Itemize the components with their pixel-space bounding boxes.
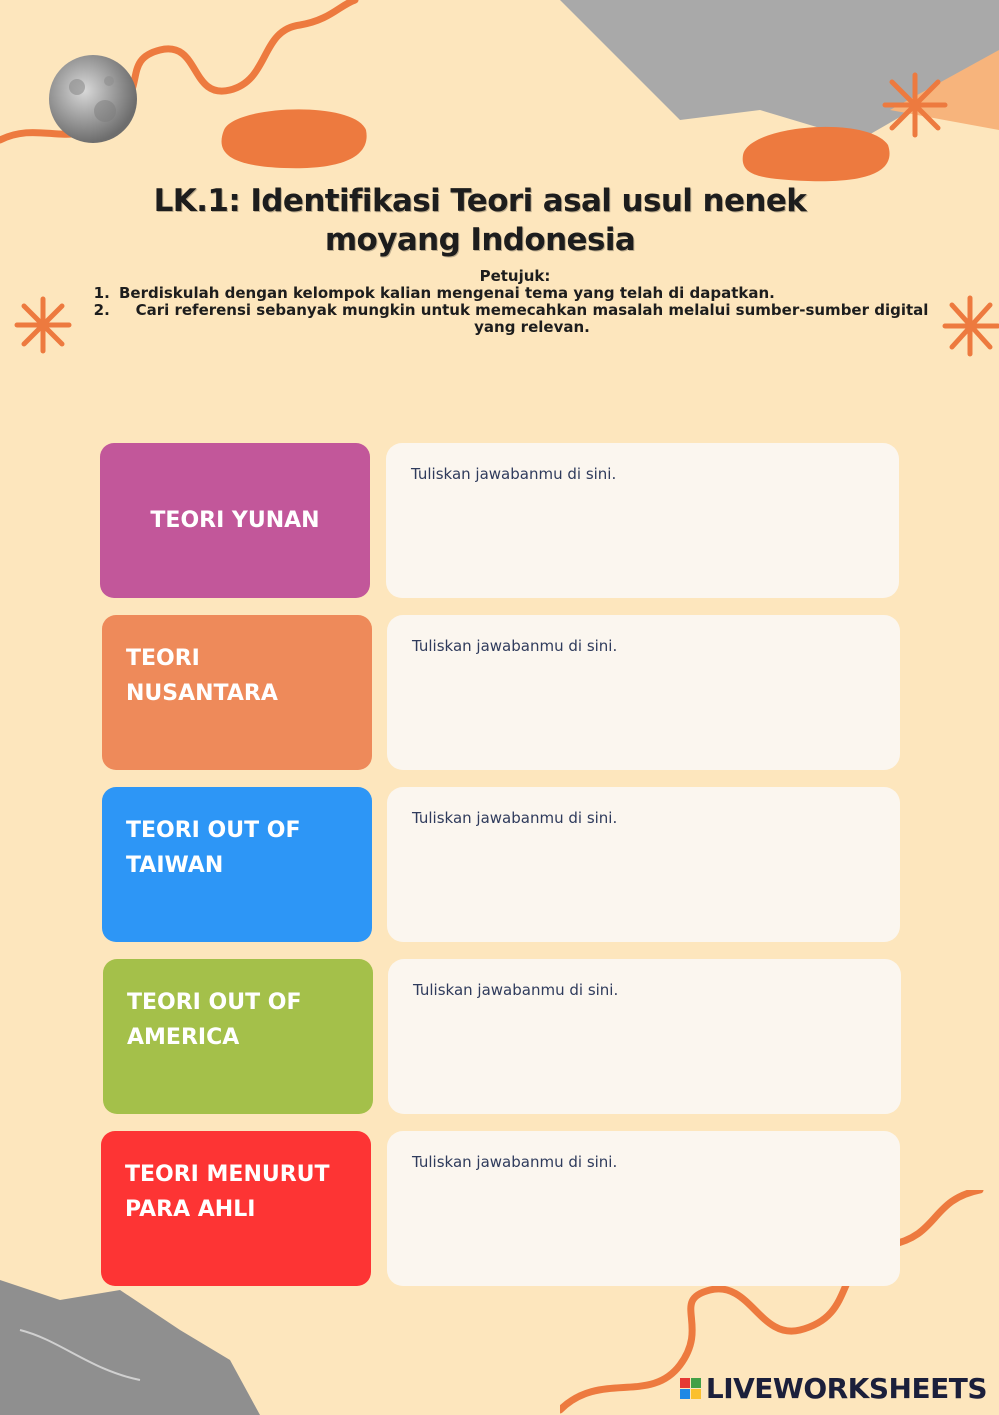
theory-label: TEORI MENURUT PARA AHLI — [125, 1162, 330, 1222]
star-sparkle-icon — [880, 70, 950, 140]
answer-box-yunan[interactable] — [386, 443, 899, 598]
instructions-list — [85, 285, 945, 336]
theory-label: TEORI OUT OF TAIWAN — [126, 818, 301, 878]
instruction-item: 1. Berdiskulah dengan kelompok kalian mengenai tema yang telah di dapatkan. — [115, 285, 945, 302]
theory-card-para-ahli — [101, 1131, 371, 1286]
answer-placeholder: Tuliskan jawabanmu di sini. — [412, 1153, 618, 1171]
theory-card-nusantara — [102, 615, 372, 770]
star-sparkle-icon — [942, 295, 999, 357]
theory-card-america — [103, 959, 373, 1114]
liveworksheets-brand — [680, 1372, 987, 1405]
brand-name: LIVEWORKSHEETS — [705, 1372, 987, 1405]
instructions — [85, 268, 945, 336]
theory-card-yunan — [100, 443, 370, 598]
orange-blob-left — [214, 100, 370, 170]
theory-label: TEORI OUT OF AMERICA — [127, 990, 302, 1050]
theory-card-taiwan — [102, 787, 372, 942]
answer-box-para-ahli[interactable] — [387, 1131, 900, 1286]
orange-blob-right — [738, 115, 894, 185]
answer-placeholder: Tuliskan jawabanmu di sini. — [413, 981, 619, 999]
theory-label: TEORI NUSANTARA — [126, 646, 278, 706]
page-title: LK.1: Identifikasi Teori asal usul nenek moyang Indonesia — [153, 183, 807, 258]
instructions-heading: Petujuk: — [479, 267, 551, 285]
answer-placeholder: Tuliskan jawabanmu di sini. — [412, 809, 618, 827]
theory-label: TEORI YUNAN — [150, 508, 320, 533]
map-paper-corner — [0, 1270, 300, 1415]
answer-placeholder: Tuliskan jawabanmu di sini. — [412, 637, 618, 655]
answer-box-america[interactable] — [388, 959, 901, 1114]
star-sparkle-icon — [14, 296, 72, 354]
answer-box-nusantara[interactable] — [387, 615, 900, 770]
instruction-item: 2. Cari referensi sebanyak mungkin untuk memecahkan masalah melalui sumber-sumber digital yang relevan. — [115, 302, 945, 336]
answer-placeholder: Tuliskan jawabanmu di sini. — [411, 465, 617, 483]
moon-icon — [47, 53, 139, 145]
liveworksheets-logo-icon — [680, 1378, 702, 1400]
answer-box-taiwan[interactable] — [387, 787, 900, 942]
